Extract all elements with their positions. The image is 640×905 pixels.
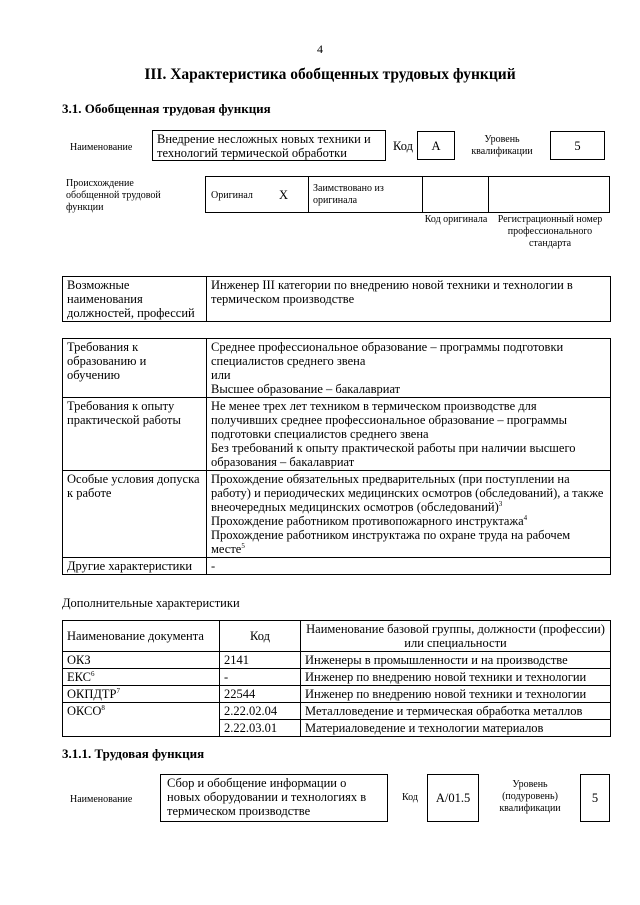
gtf-level-label: Уровень квалификации xyxy=(471,134,533,157)
positions-value: Инженер III категории по внедрению новой техники и технологии в термическом производстве xyxy=(207,277,611,322)
education-line: Среднее профессиональное образование – программы подготовки специалистов среднего звена xyxy=(211,340,564,368)
table-row: 2.22.03.01 Материаловедение и технологии материалов xyxy=(63,720,611,737)
col-name-header: Наименование базовой группы, должности (профессии) или специальности xyxy=(301,621,611,652)
requirements-table xyxy=(62,338,611,575)
page-number: 4 xyxy=(317,42,323,56)
other-label: Другие характеристики xyxy=(63,558,207,575)
additional-table xyxy=(62,620,611,737)
experience-line: Не менее трех лет техником в термическом производстве для получивших среднее профессиональное образование – программы подготовки специалистов среднего звена xyxy=(211,399,568,441)
conditions-label: Особые условия допуска к работе xyxy=(63,471,207,558)
gtf-reg-number-label: Регистрационный номер профессионального стандарта xyxy=(497,214,603,249)
condition-line: Прохождение работником инструктажа по охране труда на рабочем месте$^5$ xyxy=(211,528,571,556)
table-row: ЕКС$^6$ - Инженер по внедрению новой техники и технологии xyxy=(63,669,611,686)
positions-table xyxy=(62,276,611,322)
gtf-original-mark: X xyxy=(279,188,289,202)
gtf-level-value: 5 xyxy=(550,131,605,160)
experience-line: Без требований к опыту практической работы при наличии высшего образования – бакалавриат xyxy=(211,441,576,469)
gtf-code-original-label: Код оригинала xyxy=(424,214,488,225)
gtf-original-label: Оригинал xyxy=(211,190,253,201)
education-line: Высшее образование – бакалавриат xyxy=(211,382,401,396)
gtf-name-value: Внедрение несложных новых техники и технологий термической обработки xyxy=(152,130,386,161)
positions-label: Возможные наименования должностей, профессий xyxy=(63,277,207,322)
education-line: или xyxy=(211,368,231,382)
gtf-origin-label: Происхождение обобщенной трудовой функции xyxy=(66,178,161,213)
tf-code-label: Код xyxy=(402,792,418,803)
gtf-name-label: Наименование xyxy=(70,142,133,153)
col-code-header: Код xyxy=(220,621,301,652)
tf-heading: 3.1.1. Трудовая функция xyxy=(62,746,205,761)
condition-line: Прохождение работником противопожарного инструктажа$^4$ xyxy=(211,513,528,528)
experience-label: Требования к опыту практической работы xyxy=(63,398,207,471)
education-value xyxy=(207,339,611,398)
table-row: ОКСО$^8$ 2.22.02.04 Металловедение и термическая обработка металлов xyxy=(63,703,611,720)
gtf-borrowed-label: Заимствовано из оригинала xyxy=(313,183,384,206)
table-row: ОКЗ 2141 Инженеры в промышленности и на производстве xyxy=(63,652,611,669)
additional-header-row xyxy=(63,621,611,652)
additional-heading: Дополнительные характеристики xyxy=(62,596,240,610)
conditions-value xyxy=(207,471,611,558)
gtf-heading: 3.1. Обобщенная трудовая функция xyxy=(62,101,271,116)
experience-value xyxy=(207,398,611,471)
tf-level-label: Уровень (подуровень) квалификации xyxy=(499,779,561,814)
tf-code-value: A/01.5 xyxy=(427,774,479,822)
table-row: ОКПДТР$^7$ 22544 Инженер по внедрению новой техники и технологии xyxy=(63,686,611,703)
gtf-code-label: Код xyxy=(393,139,413,153)
tf-level-value: 5 xyxy=(580,774,610,822)
condition-line: Прохождение обязательных предварительных (при поступлении на работу) и периодических медицинских осмотров (обследований), а также внеочередных медицинских осмотров (обследований)$^3$ xyxy=(211,472,604,514)
col-doc-header: Наименование документа xyxy=(63,621,220,652)
other-value: - xyxy=(207,558,611,575)
section-title: III. Характеристика обобщенных трудовых функций xyxy=(144,66,516,83)
tf-name-label: Наименование xyxy=(70,794,133,805)
education-label: Требования к образованию и обучению xyxy=(63,339,207,398)
tf-name-value: Сбор и обобщение информации о новых оборудовании и технологиях в термическом производстве xyxy=(160,774,388,822)
gtf-code-value: A xyxy=(417,131,455,160)
